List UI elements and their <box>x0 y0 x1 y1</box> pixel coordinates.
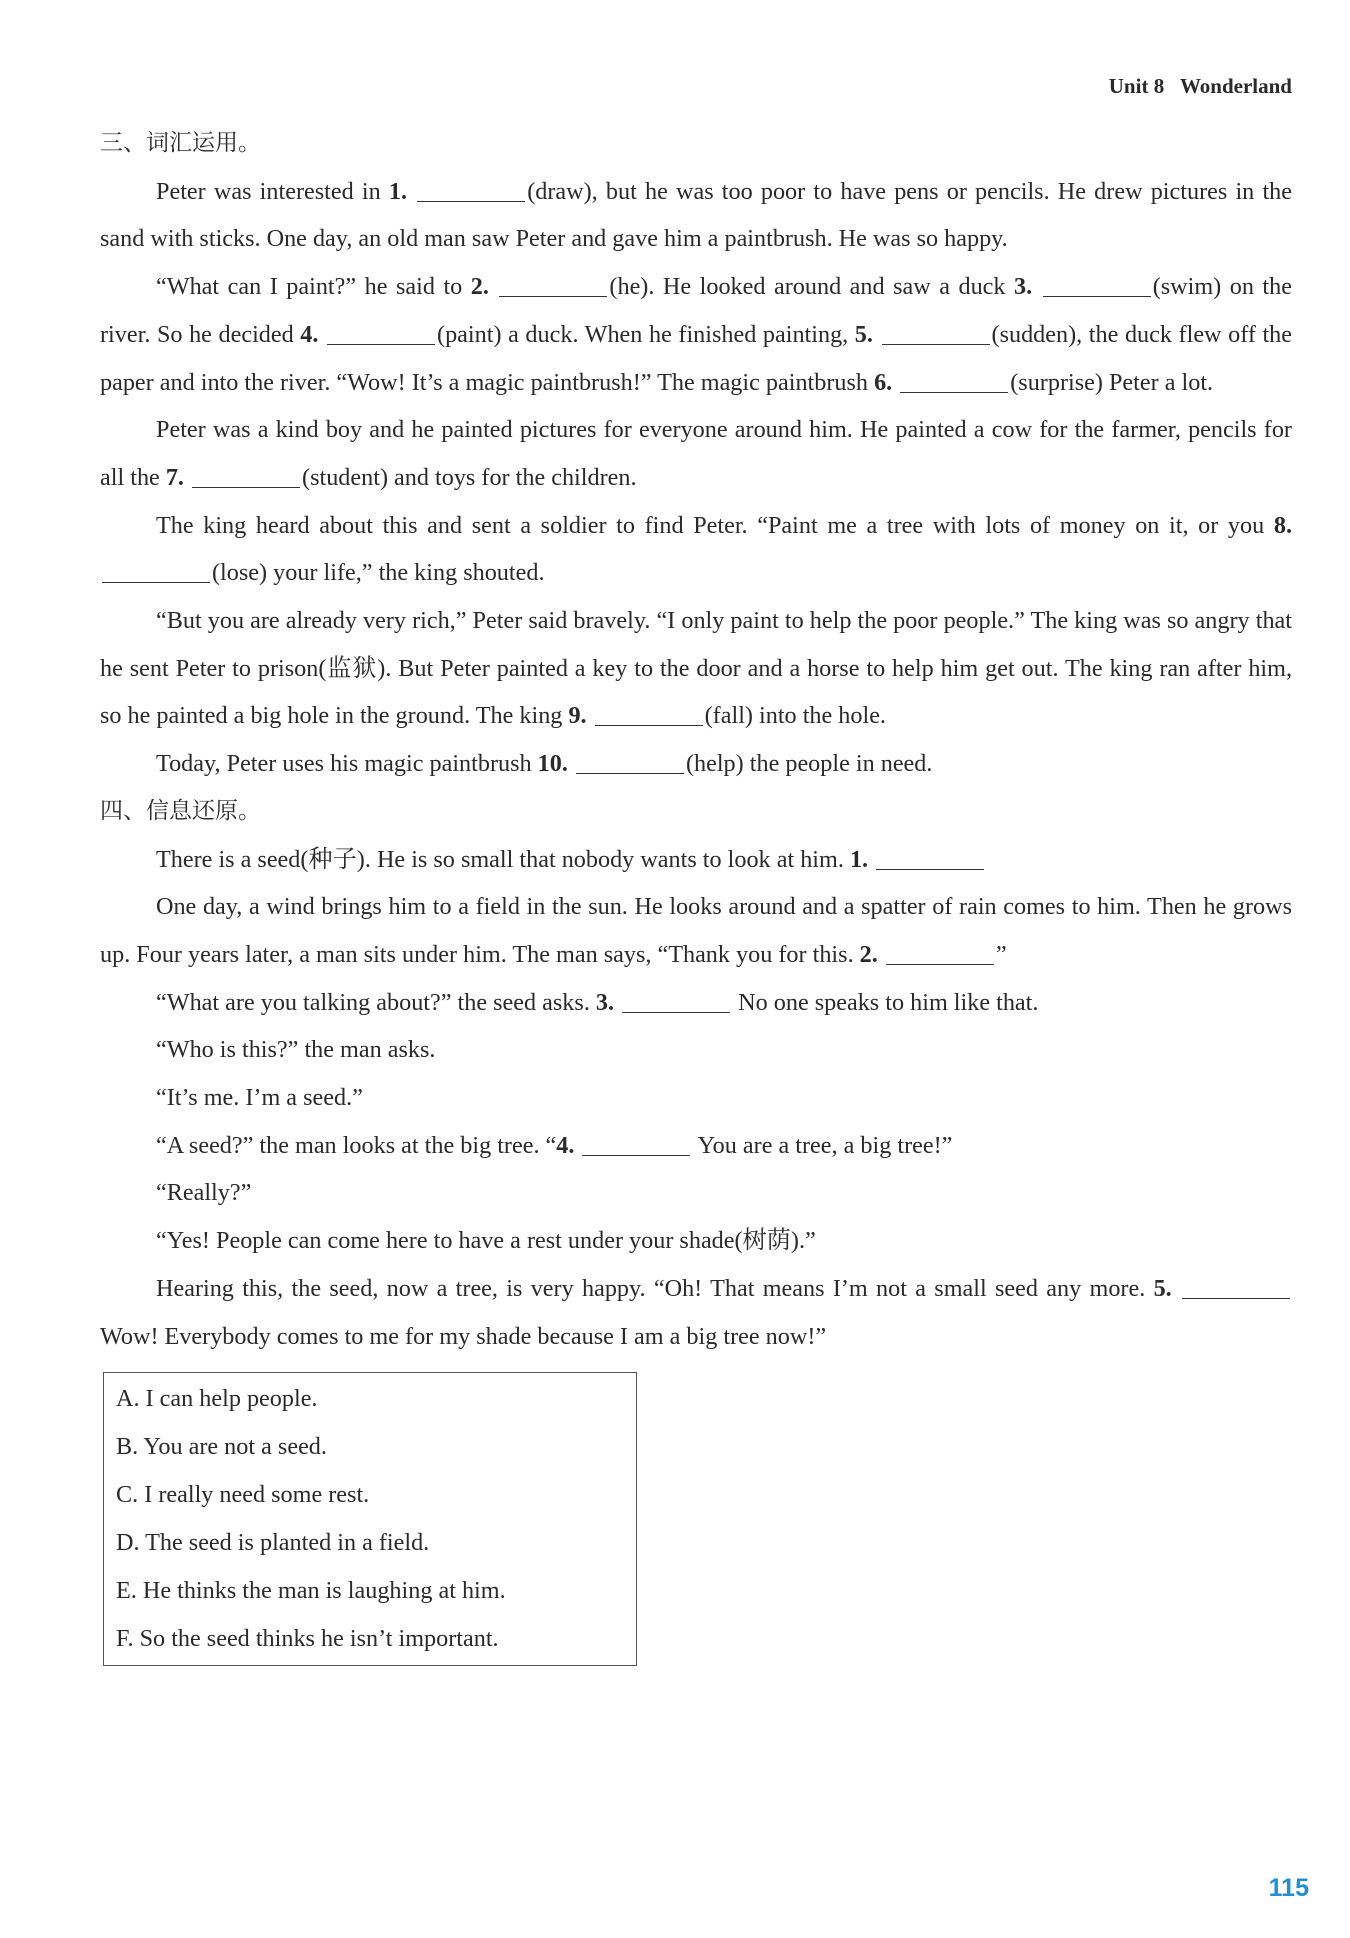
answer-blank[interactable] <box>192 463 300 488</box>
text: There is a seed(种子). He is so small that nobody wants to look at him. <box>156 845 850 873</box>
paragraph <box>100 1265 1292 1360</box>
answer-blank[interactable] <box>876 845 984 870</box>
option-f: F. So the seed thinks he isn’t important. <box>116 1625 499 1653</box>
paragraph <box>100 1122 1292 1170</box>
question-number: 8. <box>1273 511 1292 539</box>
question-number: 6. <box>874 368 893 396</box>
word-hint: (swim) <box>1152 273 1222 301</box>
paragraph <box>100 168 1292 263</box>
answer-blank[interactable] <box>1043 272 1151 297</box>
word-hint: (fall) <box>704 702 753 730</box>
options-box <box>103 1372 637 1666</box>
paragraph: “Who is this?” the man asks. <box>156 1036 436 1064</box>
section-title: 四、信息还原。 <box>100 797 261 824</box>
paragraph <box>100 502 1292 597</box>
text: ” <box>995 940 1007 968</box>
text: The king heard about this and sent a soldier to find Peter. “Paint me a tree with lots of money on it, or you <box>156 511 1274 539</box>
text: “What can I paint?” he said to <box>156 273 471 301</box>
answer-blank[interactable] <box>900 368 1008 393</box>
paragraph: “It’s me. I’m a seed.” <box>156 1084 363 1112</box>
paragraph <box>100 597 1292 740</box>
paragraph: “Really?” <box>156 1179 252 1207</box>
question-number: 4. <box>556 1131 575 1159</box>
text: You are a tree, a big tree!” <box>692 1131 953 1159</box>
answer-blank[interactable] <box>499 272 607 297</box>
text: “What are you talking about?” the seed asks. <box>156 988 596 1016</box>
answer-blank[interactable] <box>327 320 435 345</box>
text: No one speaks to him like that. <box>732 988 1039 1016</box>
answer-blank[interactable] <box>576 749 684 774</box>
answer-blank[interactable] <box>886 940 994 965</box>
paragraph <box>100 406 1292 501</box>
answer-blank[interactable] <box>622 988 730 1013</box>
question-number: 3. <box>1014 273 1033 301</box>
page-content <box>100 120 1292 1666</box>
question-number: 1. <box>388 177 408 205</box>
text: your life,” the king shouted. <box>267 559 545 587</box>
answer-blank[interactable] <box>582 1131 690 1156</box>
option-b: B. You are not a seed. <box>116 1433 327 1461</box>
question-number: 5. <box>1153 1274 1172 1302</box>
paragraph: “Yes! People can come here to have a rest under your shade(树荫).” <box>156 1227 816 1255</box>
option-e: E. He thinks the man is laughing at him. <box>116 1577 506 1605</box>
text: “But you are already very rich,” Peter said bravely. “I only paint to help the poor people.” The king was so angry that he sent Peter to prison(监狱). But Peter painted a key to the door and a horse to help him get out. The king ran after him, so he painted a big hole in the ground. The king <box>100 607 1292 730</box>
word-hint: (sudden) <box>991 320 1077 348</box>
paragraph <box>100 979 1292 1027</box>
text: Peter was interested in <box>156 177 389 205</box>
text: “A seed?” the man looks at the big tree. “ <box>156 1131 557 1159</box>
text: Wow! Everybody comes to me for my shade because I am a big tree now!” <box>100 1322 827 1350</box>
answer-blank[interactable] <box>102 558 210 583</box>
text: the people in need. <box>743 750 933 778</box>
question-number: 9. <box>568 702 587 730</box>
word-hint: (paint) <box>437 320 502 348</box>
text: One day, a wind brings him to a field in the sun. He looks around and a spatter of rain comes to him. Then he grows up. Four years later, a man sits under him. The man says, “Thank you for this. <box>100 893 1292 968</box>
text: . He looked around and saw a duck <box>648 273 1015 301</box>
paragraph <box>100 263 1292 406</box>
text: Peter was a kind boy and he painted pictures for everyone around him. He painted a cow for the farmer, pencils for all the <box>100 416 1292 491</box>
question-number: 2. <box>859 940 878 968</box>
text: Today, Peter uses his magic paintbrush <box>156 750 538 778</box>
unit-label: Unit 8 <box>1108 74 1165 98</box>
text: on the river. So he decided <box>100 273 1292 348</box>
question-number: 10. <box>537 750 568 778</box>
paragraph <box>100 740 1292 788</box>
answer-blank[interactable] <box>882 320 990 345</box>
text: Hearing this, the seed, now a tree, is very happy. “Oh! That means I’m not a small seed any more. <box>156 1274 1154 1302</box>
question-number: 5. <box>854 320 873 348</box>
running-header <box>1109 74 1292 99</box>
text: and toys for the children. <box>388 463 637 491</box>
paragraph <box>100 836 1292 884</box>
text: , but he was too poor to have pens or pencils. He drew pictures in the sand with sticks. One day, an old man saw Peter and gave him a paintbrush. He was so happy. <box>100 177 1292 253</box>
word-hint: (student) <box>302 463 388 491</box>
answer-blank[interactable] <box>417 177 525 202</box>
section-title: 三、词汇运用。 <box>100 130 261 156</box>
text: a duck. When he finished painting, <box>501 320 855 348</box>
option-c: C. I really need some rest. <box>116 1481 370 1509</box>
word-hint: (lose) <box>212 559 268 587</box>
unit-title: Wonderland <box>1179 74 1292 98</box>
text: Peter a lot. <box>1102 368 1214 396</box>
word-hint: (surprise) <box>1010 368 1103 396</box>
option-a: A. I can help people. <box>116 1385 318 1413</box>
text: into the hole. <box>752 702 886 730</box>
word-hint: (help) <box>685 750 744 778</box>
answer-blank[interactable] <box>595 701 703 726</box>
page-number: 115 <box>1268 1874 1309 1902</box>
question-number: 4. <box>300 320 319 348</box>
question-number: 7. <box>165 463 184 491</box>
question-number: 2. <box>470 273 489 301</box>
question-number: 3. <box>595 988 615 1016</box>
text: , the duck flew off the paper and into the river. “Wow! It’s a magic paintbrush!” The magic paintbrush <box>100 320 1293 396</box>
word-hint: (draw) <box>527 177 592 205</box>
word-hint: (he) <box>609 273 649 301</box>
paragraph <box>100 883 1292 978</box>
option-d: D. The seed is planted in a field. <box>116 1529 430 1557</box>
question-number: 1. <box>849 845 869 873</box>
answer-blank[interactable] <box>1182 1274 1290 1299</box>
